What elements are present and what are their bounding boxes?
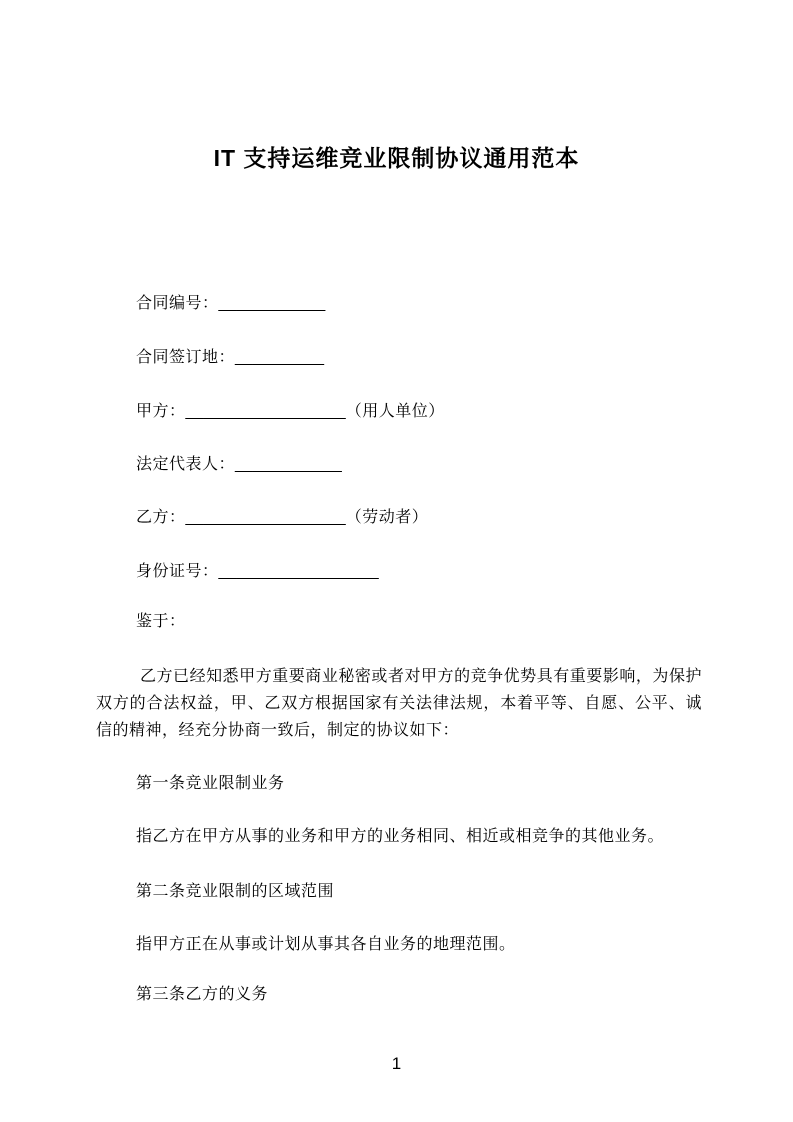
field-legal-representative-label: 法定代表人：	[136, 456, 236, 473]
article-1-heading: 第一条竞业限制业务	[136, 775, 285, 792]
preamble-paragraph: 乙方已经知悉甲方重要商业秘密或者对甲方的竞争优势具有重要影响，为保护双方的合法权益，甲、乙双方根据国家有关法律法规，本着平等、自愿、公平、诚信的精神，经充分协商一致后，制定的协议如下：	[96, 668, 702, 739]
field-id-number	[136, 558, 379, 585]
field-party-b	[136, 504, 428, 531]
field-signing-place	[136, 344, 324, 371]
field-party-b-label: 乙方：	[136, 509, 186, 526]
article-2-body: 指甲方正在从事或计划从事其各自业务的地理范围。	[136, 936, 516, 953]
page-number: 1	[391, 1054, 402, 1073]
blank-line: __________________	[185, 403, 346, 420]
article-1-body: 指乙方在甲方从事的业务和甲方的业务相同、相近或相竞争的其他业务。	[136, 828, 665, 845]
field-party-b-suffix: （劳动者）	[345, 509, 429, 526]
field-party-a-suffix: （用人单位）	[345, 403, 445, 420]
blank-line: __________________	[218, 563, 379, 580]
blank-line: __________________	[185, 509, 346, 526]
whereas-clause: 鉴于：	[136, 613, 186, 630]
field-contract-number	[136, 290, 325, 317]
article-2-heading: 第二条竞业限制的区域范围	[136, 883, 335, 900]
document-title: IT 支持运维竞业限制协议通用范本	[213, 145, 580, 171]
field-contract-number-label: 合同编号：	[136, 295, 219, 312]
field-signing-place-label: 合同签订地：	[136, 349, 236, 366]
field-party-a	[136, 398, 445, 425]
article-3-heading: 第三条乙方的义务	[136, 986, 269, 1003]
field-party-a-label: 甲方：	[136, 403, 186, 420]
field-legal-representative	[136, 451, 342, 478]
blank-line: __________	[235, 349, 324, 366]
blank-line: ____________	[235, 456, 342, 473]
field-id-number-label: 身份证号：	[136, 563, 219, 580]
blank-line: ____________	[218, 295, 326, 312]
